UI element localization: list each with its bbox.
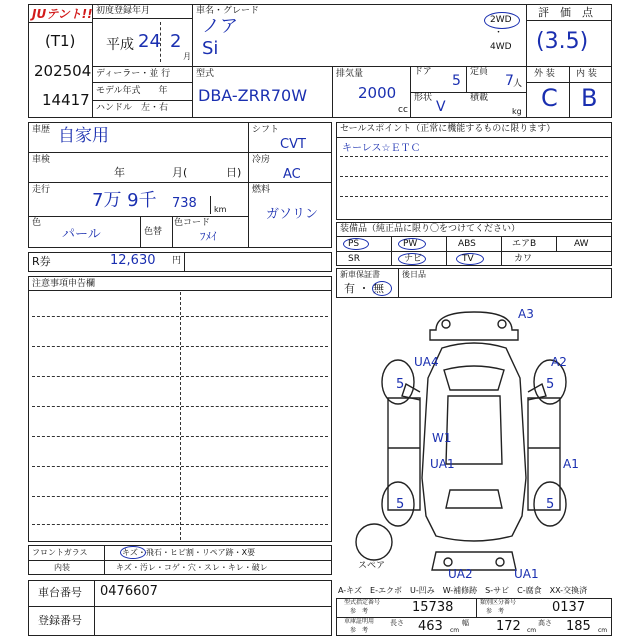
mileage-extra: 738: [172, 196, 197, 211]
model-year-label: モデル年式 年: [96, 86, 168, 96]
warranty-options: 有 ・ 無: [344, 282, 384, 295]
load-label: 積載: [470, 93, 489, 103]
registration-era: 平成: [106, 37, 134, 53]
door-value: 5: [452, 73, 461, 89]
equip-tv: TV: [462, 254, 474, 264]
km-unit: km: [214, 205, 227, 214]
registration-label: 初度登録年月: [96, 6, 151, 16]
length-value: 463: [418, 619, 443, 634]
sales-points-label: セールスポイント（正常に機能するものに限ります）: [340, 124, 556, 134]
car-name-label: 車名・グレード: [196, 6, 260, 16]
number: 14417: [42, 91, 90, 109]
width-value: 172: [496, 619, 521, 634]
damage-mark-ua2: UA2: [448, 567, 473, 581]
damage-legend: A-キズ E-エクボ U-凹み W-補修跡 S-サビ C-腐食 XX-交換済: [338, 586, 588, 595]
damage-mark-ua1-r: UA1: [514, 567, 539, 581]
equip-abs: ABS: [458, 239, 476, 249]
recycle-unit: 円: [172, 256, 182, 266]
grade-label: 評 価 点: [538, 6, 593, 19]
displacement-label: 排気量: [336, 69, 364, 79]
chassis-value: 0476607: [100, 584, 158, 599]
cert-ref: 参 考: [350, 627, 369, 634]
width-label: 幅: [462, 619, 469, 627]
exterior-grade: C: [541, 84, 558, 112]
car-damage-diagram: [336, 300, 612, 582]
registration-month: 2: [170, 31, 182, 52]
warranty-label: 新車保証書: [340, 270, 380, 279]
handle-label: ハンドル 左・右: [96, 103, 169, 113]
damage-mark-5-fl: 5: [396, 377, 405, 392]
drive-4wd: 4WD: [490, 42, 512, 52]
fuel-label: 燃料: [252, 185, 271, 195]
equipment-label: 装備品（純正品に限り〇をつけてください）: [340, 224, 521, 234]
interior-row-items: キズ・汚レ・コゲ・穴・スレ・キレ・破レ: [116, 563, 268, 572]
shape-value: V: [436, 99, 446, 115]
damage-mark-5-rl: 5: [396, 497, 405, 512]
history-value: 自家用: [58, 126, 109, 146]
shape-label: 形状: [414, 93, 433, 103]
grade-score: (3.5): [536, 29, 589, 54]
damage-mark-a3: A3: [518, 307, 534, 321]
mileage-value: 7万 9千: [92, 190, 157, 211]
dealer-label: ディーラー・並 行: [96, 69, 171, 79]
door-label: ドア: [414, 67, 432, 77]
model-value: DBA-ZRR70W: [198, 86, 308, 105]
height-label: 高さ: [538, 619, 552, 627]
color-value: パール: [62, 227, 101, 242]
equip-pw: PW: [403, 239, 418, 249]
notes-label: 注意事項申告欄: [32, 279, 96, 289]
drive-dot: ・: [494, 28, 504, 38]
length-label: 長さ: [390, 619, 404, 627]
reg-number-label: 登録番号: [38, 614, 82, 627]
shift-label: シフト: [252, 125, 280, 135]
chassis-label: 車台番号: [38, 586, 82, 599]
equip-navi: ナビ: [404, 254, 423, 264]
lot-code: (T1): [45, 32, 76, 50]
inspection-year: 年: [114, 166, 125, 179]
damage-mark-ua1-l: UA1: [430, 457, 455, 471]
interior-label: 内 装: [576, 69, 597, 79]
damage-mark-a1: A1: [563, 457, 579, 471]
recycle-amount: 12,630: [110, 253, 156, 268]
drive-2wd: 2WD: [490, 15, 512, 25]
color-label: 色: [32, 218, 42, 228]
cc-unit: cc: [398, 105, 408, 115]
car-grade: Si: [202, 38, 219, 59]
damage-mark-a2: A2: [551, 355, 567, 369]
ac-label: 冷房: [252, 155, 271, 165]
repaint-label: 色替: [144, 227, 163, 237]
equip-sr: SR: [348, 254, 360, 264]
date-code: 202504: [34, 62, 92, 80]
model-spec-value: 15738: [412, 600, 454, 615]
ac-value: AC: [283, 167, 301, 182]
mileage-label: 走行: [32, 185, 51, 195]
equip-airbag: エアB: [512, 239, 537, 249]
class-label: 類別区分番号: [480, 599, 517, 606]
fuel-value: ガソリン: [266, 207, 319, 222]
interior-grade: B: [581, 84, 598, 112]
backup-label: 後日品: [402, 270, 426, 279]
capacity-value: 7: [505, 73, 514, 89]
model-spec-ref: 参 考: [350, 608, 369, 615]
class-ref: 参 考: [486, 608, 505, 615]
capacity-unit: 人: [513, 79, 523, 89]
color-code-value: ﾌﾒｲ: [200, 230, 217, 243]
car-name: ノア: [202, 16, 238, 37]
width-unit: cm: [527, 627, 537, 634]
displacement-value: 2000: [358, 84, 397, 102]
exterior-label: 外 装: [534, 69, 555, 79]
model-label: 型式: [196, 69, 215, 79]
height-unit: cm: [598, 627, 608, 634]
interior-row-label: 内装: [54, 563, 70, 572]
sales-point-item: キーレス☆ＥＴＣ: [342, 143, 421, 154]
front-glass-label: フロントガラス: [32, 548, 88, 557]
equip-aw: AW: [574, 239, 589, 249]
recycle-label: R券: [32, 255, 51, 268]
registration-month-unit: 月: [183, 52, 191, 61]
length-unit: cm: [450, 627, 460, 634]
color-code-label: 色コード: [174, 218, 211, 228]
model-spec-label: 型式指定番号: [344, 599, 381, 606]
front-glass-items: キズ・飛石・ヒビ割・リペア跡・X要: [122, 548, 256, 557]
load-unit: kg: [512, 107, 522, 116]
equip-leather: カワ: [514, 254, 533, 264]
inspection-month: 月(: [172, 166, 188, 179]
equip-ps: PS: [348, 239, 360, 249]
cert-label: 車庫証明用: [344, 618, 375, 625]
history-label: 車歴: [32, 125, 51, 135]
capacity-label: 定員: [470, 67, 489, 77]
spare-label: スペア: [358, 561, 386, 571]
brand-logo: JUテント!!: [32, 7, 93, 21]
height-value: 185: [566, 619, 591, 634]
damage-mark-w1: W1: [432, 431, 452, 445]
class-value: 0137: [552, 600, 586, 615]
inspection-label: 車検: [32, 155, 51, 165]
inspection-day: 日): [226, 166, 242, 179]
damage-mark-5-rr: 5: [546, 497, 555, 512]
registration-year: 24: [138, 31, 161, 52]
damage-mark-5-fr: 5: [546, 377, 555, 392]
shift-value: CVT: [280, 137, 306, 152]
damage-mark-ua4: UA4: [414, 355, 439, 369]
